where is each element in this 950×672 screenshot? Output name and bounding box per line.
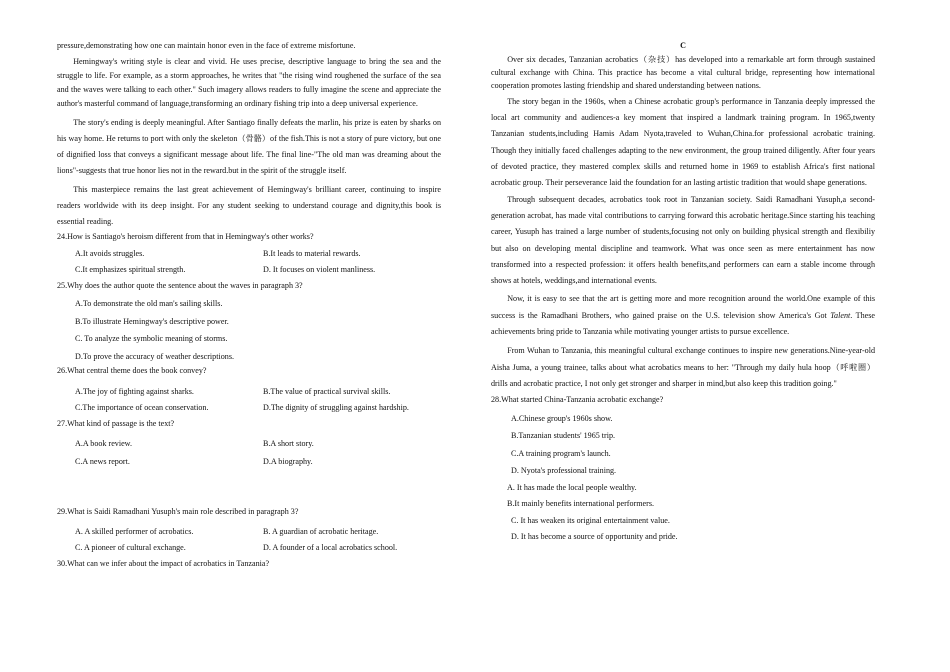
paragraph: From Wuhan to Tanzania, this meaningful cultural exchange continues to inspire new generations.Nine-year-old Aisha Juma, a young trainee, talks about what acrobatics means to her: "Through my daily hula hoop（呼啦圈）drills and acrobatic practice, I not only get stronger and sharper in mind,but also keep this tradition going." — [491, 345, 875, 389]
right-column — [491, 40, 875, 546]
option-b[interactable]: B.To illustrate Hemingway's descriptive power. — [75, 316, 229, 326]
question-options — [57, 246, 441, 278]
paragraph — [491, 291, 875, 341]
option-a[interactable]: A.To demonstrate the old man's sailing skills. — [75, 299, 223, 309]
option-d[interactable]: D.The dignity of struggling against hardship. — [263, 402, 409, 412]
question-stem: 26.What central theme does the book convey? — [57, 366, 207, 376]
option-c[interactable]: C.The importance of ocean conservation. — [75, 402, 209, 412]
option-b[interactable]: B.It mainly benefits international performers. — [507, 499, 654, 509]
paragraph: This masterpiece remains the last great achievement of Hemingway's brilliant career, continuing to inspire readers worldwide with its deep insight. For any student seeking to understand courage and dignity,this book is essential reading. — [57, 184, 441, 226]
option-d[interactable]: D.A biography. — [263, 456, 313, 466]
question-options — [57, 295, 441, 365]
option-c[interactable]: C. It has weaken its original entertainment value. — [511, 515, 670, 525]
question-options — [491, 410, 875, 480]
option-d[interactable]: D. It focuses on violent manliness. — [263, 265, 376, 275]
option-a[interactable]: A. A skilled performer of acrobatics. — [75, 526, 194, 536]
option-d[interactable]: D.To prove the accuracy of weather descriptions. — [75, 351, 234, 361]
question-stem: 27.What kind of passage is the text? — [57, 418, 175, 428]
option-c[interactable]: C.It emphasizes spiritual strength. — [75, 265, 186, 275]
paragraph: Hemingway's writing style is clear and vivid. He uses precise, descriptive language to bring the sea and the struggle to life. For example, as a storm approaches, he writes that "the rising wind roughened the surface of the sea and the waves were talking to each other." Such imagery allows readers to fully imagine the scene and appreciate the author's masterful command of language,transforming an ordinary fishing trip into a deep universal experience. — [57, 57, 441, 108]
option-a[interactable]: A.The joy of fighting against sharks. — [75, 386, 194, 396]
question-stem: 29.What is Saidi Ramadhani Yusuph's main role described in paragraph 3? — [57, 506, 299, 516]
option-b[interactable]: B.A short story. — [263, 438, 314, 448]
option-a[interactable]: A.It avoids struggles. — [75, 249, 145, 259]
section-label: C — [680, 41, 686, 50]
question-stem: 28.What started China-Tanzania acrobatic exchange? — [491, 394, 664, 404]
option-a[interactable]: A.A book review. — [75, 438, 133, 448]
option-b[interactable]: B. A guardian of acrobatic heritage. — [263, 526, 379, 536]
question-options — [57, 436, 441, 470]
option-a[interactable]: A. It has made the local people wealthy. — [507, 482, 637, 492]
option-d[interactable]: D. Nyota's professional training. — [511, 466, 617, 476]
question-options — [491, 480, 875, 546]
paragraph: The story's ending is deeply meaningful. After Santiago finally defeats the marlin, his prize is eaten by sharks on his way home. He returns to port with only the skeleton（骨骼）of the fish.This is not a story of pure victory, but one of dignified loss that conveys a significant message about life. The final line-"The old man was dreaming about the lions"-suggests that true honor lies not in the reward.but in the spirit of the struggle itself. — [57, 117, 441, 176]
paragraph: The story began in the 1960s, when a Chinese acrobatic group's performance in Tanzania deeply impressed the local art community and audiences-a key moment that inspired a landmark training program. In 1965,twenty Tanzanian students,including Hamis Adam Nyota,traveled to Wuhan,China.for professional acrobatic training. Though they initially faced challenges adapting to the new environment, the group trained diligently. After four years of devoted practice, they mastered complex skills and returned home in 1969 to establish Africa's first national acrobatic group. Their perseverance laid the foundation for an lasting artistic tradition that would shape generations. — [491, 96, 875, 187]
option-c[interactable]: C. A pioneer of cultural exchange. — [75, 542, 186, 552]
paragraph: Over six decades, Tanzanian acrobatics（杂技）has developed into a remarkable art form through sustained cultural exchange with China. This practice has become a vital cultural bridge, representing how international cooperation promotes lasting friendship and shared understanding between nations. — [491, 55, 875, 91]
paragraph-text: . These achievements bring pride to Tanzania while motivating younger artists to pursue excellence. — [491, 310, 875, 337]
question-stem: 24.How is Santiago's heroism different from that in Hemingway's other works? — [57, 232, 314, 242]
option-c[interactable]: C.A training program's launch. — [511, 448, 611, 458]
question-stem: 30.What can we infer about the impact of acrobatics in Tanzania? — [57, 558, 270, 568]
question-stem: 25.Why does the author quote the sentence about the waves in paragraph 3? — [57, 281, 303, 291]
option-b[interactable]: B.It leads to material rewards. — [263, 249, 361, 259]
option-b[interactable]: B.The value of practical survival skills. — [263, 386, 391, 396]
paragraph: Through subsequent decades, acrobatics took root in Tanzanian society. Saidi Ramadhani Yusuph,a second-generation acrobat, has made vital contributions to carrying forward this acrobatic heritage.Since starting his teaching career, Yusuph has trained a large number of students,focusing not only on building physical strength and flexibiliy but also on developing mental discipline and teamwork. What was once seen as mere entertainment has now transformed into a respected profession: it offers health benefits,and performers can earn a stable income through shows at hotels, weddings,and international events. — [491, 195, 875, 286]
question-options — [57, 384, 441, 416]
paragraph-text: Now, it is easy to see that the art is getting more and more recognition around the world.One example of this success is the Ramadhani Brothers, who gained praise on the U.S. television show America's Got — [491, 294, 875, 320]
option-a[interactable]: A.Chinese group's 1960s show. — [511, 413, 613, 423]
option-c[interactable]: C. To analyze the symbolic meaning of storms. — [75, 334, 228, 344]
option-c[interactable]: C.A news report. — [75, 456, 130, 466]
show-title: Talent — [830, 310, 851, 320]
paragraph: pressure,demonstrating how one can maintain honor even in the face of extreme misfortune. — [57, 41, 356, 50]
option-d[interactable]: D. A founder of a local acrobatics school. — [263, 542, 398, 552]
question-options — [57, 524, 441, 556]
option-b[interactable]: B.Tanzanian students' 1965 trip. — [511, 431, 616, 441]
option-d[interactable]: D. It has become a source of opportunity and pride. — [511, 532, 678, 542]
left-column — [57, 40, 441, 570]
